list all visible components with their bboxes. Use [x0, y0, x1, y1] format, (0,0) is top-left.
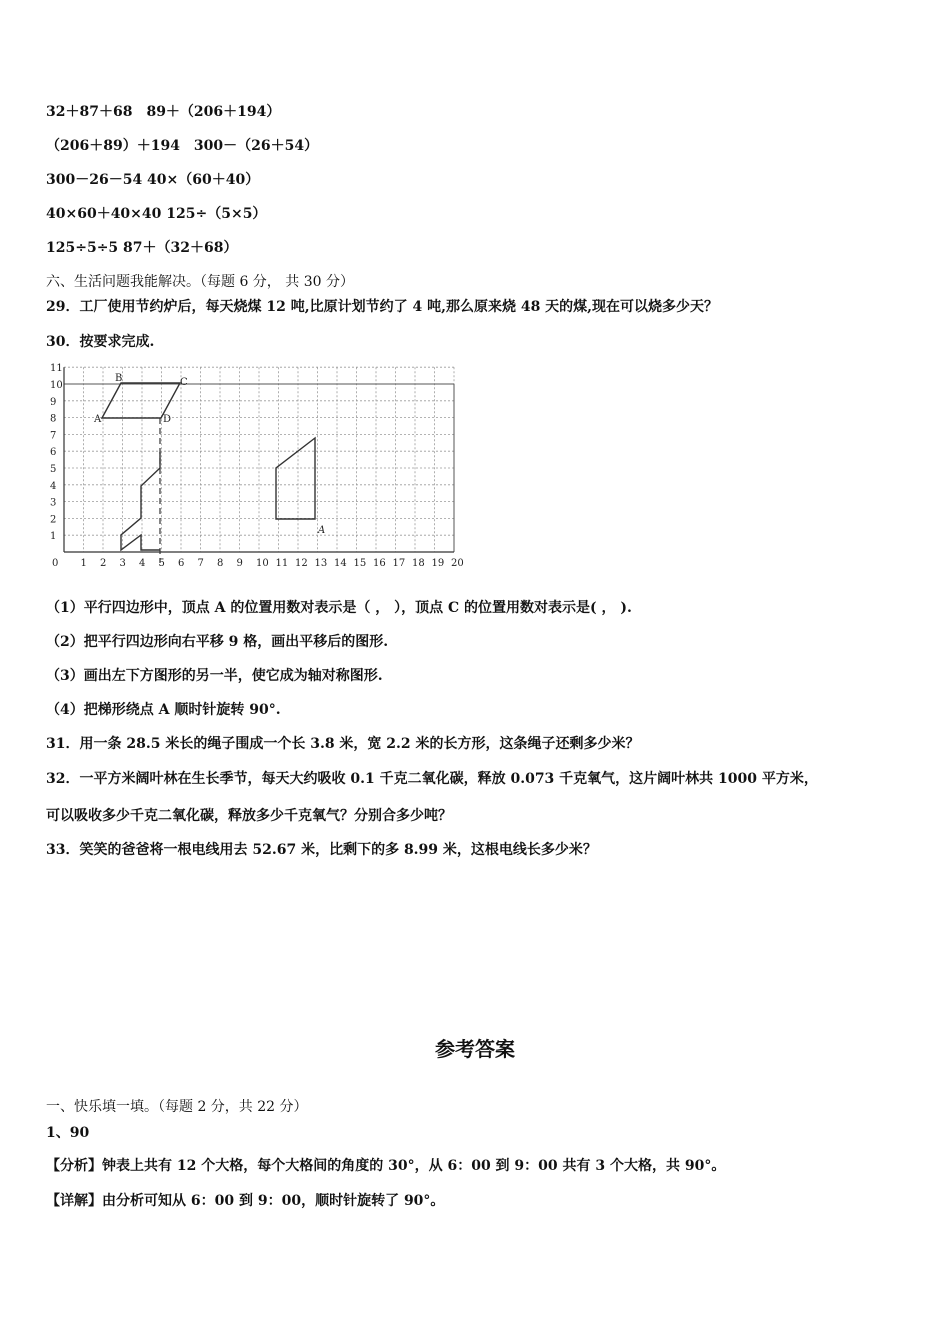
y-tick-label: 10 — [50, 380, 63, 391]
x-tick-label: 4 — [139, 558, 146, 569]
question-31: 31．用一条 28.5 米长的绳子围成一个长 3.8 米，宽 2.2 米的长方形，这条绳子还剩多少米？ — [46, 736, 640, 752]
x-tick-label: 0 — [52, 558, 59, 569]
question-32-line-2: 可以吸收多少千克二氧化碳，释放多少千克氧气？分别合多少吨？ — [46, 808, 452, 824]
x-tick-label: 16 — [373, 558, 386, 569]
section-6-heading: 六、生活问题我能解决。（每题 6 分， 共 30 分） — [46, 274, 354, 290]
answers-section-1-heading: 一、快乐填一填。（每题 2 分，共 22 分） — [46, 1099, 308, 1115]
trapezoid-shape — [276, 438, 315, 519]
question-33: 33．笑笑的爸爸将一根电线用去 52.67 米，比剩下的多 8.99 米，这根电线长多少米？ — [46, 842, 597, 858]
x-tick-label: 9 — [236, 558, 243, 569]
x-tick-label: 14 — [334, 558, 347, 569]
x-tick-label: 1 — [80, 558, 87, 569]
x-tick-label: 18 — [412, 558, 425, 569]
question-30-part-1: （1）平行四边形中，顶点 A 的位置用数对表示是（ ， ），顶点 C 的位置用数对表示是( ， ). — [46, 600, 632, 616]
x-tick-label: 15 — [353, 558, 367, 569]
expression-row-3: 300－26－54 40×（60＋40） — [46, 172, 260, 188]
expression-row-1: 32＋87＋68 89＋（206＋194） — [46, 104, 281, 120]
y-tick-label: 9 — [50, 396, 57, 408]
x-tick-label: 2 — [100, 558, 107, 569]
x-tick-label: 6 — [178, 558, 185, 569]
x-tick-label: 11 — [275, 558, 289, 569]
question-32-line-1: 32．一平方米阔叶林在生长季节，每天大约吸收 0.1 千克二氧化碳，释放 0.073 千克氧气，这片阔叶林共 1000 平方米， — [46, 771, 818, 787]
expression-row-2: （206＋89）＋194 300－（26＋54） — [46, 138, 319, 154]
answers-title: 参考答案 — [435, 1037, 515, 1061]
point-label-a: A — [94, 414, 102, 425]
y-axis-ticks — [50, 363, 63, 542]
point-label-b: B — [115, 373, 123, 384]
y-tick-label: 5 — [50, 464, 57, 475]
question-30-part-2: （2）把平行四边形向右平移 9 格，画出平移后的图形. — [46, 634, 389, 650]
y-tick-label: 6 — [50, 447, 57, 459]
y-tick-label: 11 — [50, 363, 63, 375]
grid-lines — [64, 367, 454, 552]
y-tick-label: 2 — [50, 514, 57, 526]
point-label-d: D — [163, 414, 172, 425]
y-tick-label: 7 — [50, 430, 57, 442]
x-tick-label: 3 — [119, 558, 126, 569]
answer-1-analysis: 【分析】钟表上共有 12 个大格，每个大格间的角度的 30°，从 6：00 到 9：00 共有 3 个大格，共 90°。 — [46, 1158, 726, 1174]
expression-row-5: 125÷5÷5 87＋（32＋68） — [46, 240, 238, 256]
half-symmetric-shape — [121, 452, 160, 550]
x-tick-label: 10 — [256, 558, 269, 569]
x-tick-label: 13 — [314, 558, 328, 569]
point-label-c: C — [180, 377, 188, 388]
x-tick-label: 5 — [158, 558, 165, 569]
y-tick-label: 4 — [50, 480, 57, 492]
y-tick-label: 1 — [50, 531, 57, 543]
x-tick-label: 12 — [295, 558, 308, 569]
y-tick-label: 8 — [50, 413, 57, 425]
answer-1: 1、90 — [46, 1125, 90, 1141]
question-30-part-3: （3）画出左下方图形的另一半，使它成为轴对称图形. — [46, 668, 383, 684]
coordinate-grid-figure — [46, 358, 464, 570]
x-tick-label: 19 — [431, 558, 445, 569]
question-30-part-4: （4）把梯形绕点 A 顺时针旋转 90°. — [46, 702, 281, 718]
answer-1-detail: 【详解】由分析可知从 6：00 到 9：00，顺时针旋转了 90°。 — [46, 1193, 445, 1209]
x-tick-label: 20 — [451, 558, 464, 569]
x-tick-label: 7 — [197, 558, 204, 569]
expression-row-4: 40×60＋40×40 125÷（5×5） — [46, 206, 267, 222]
question-30: 30．按要求完成. — [46, 334, 155, 350]
x-axis-ticks — [52, 558, 464, 569]
x-tick-label: 17 — [392, 558, 406, 569]
question-29: 29．工厂使用节约炉后，每天烧煤 12 吨,比原计划节约了 4 吨,那么原来烧 48 天的煤,现在可以烧多少天？ — [46, 299, 719, 315]
x-tick-label: 8 — [217, 558, 224, 569]
point-label-trapezoid-a: A — [318, 525, 326, 536]
y-tick-label: 3 — [50, 497, 57, 509]
